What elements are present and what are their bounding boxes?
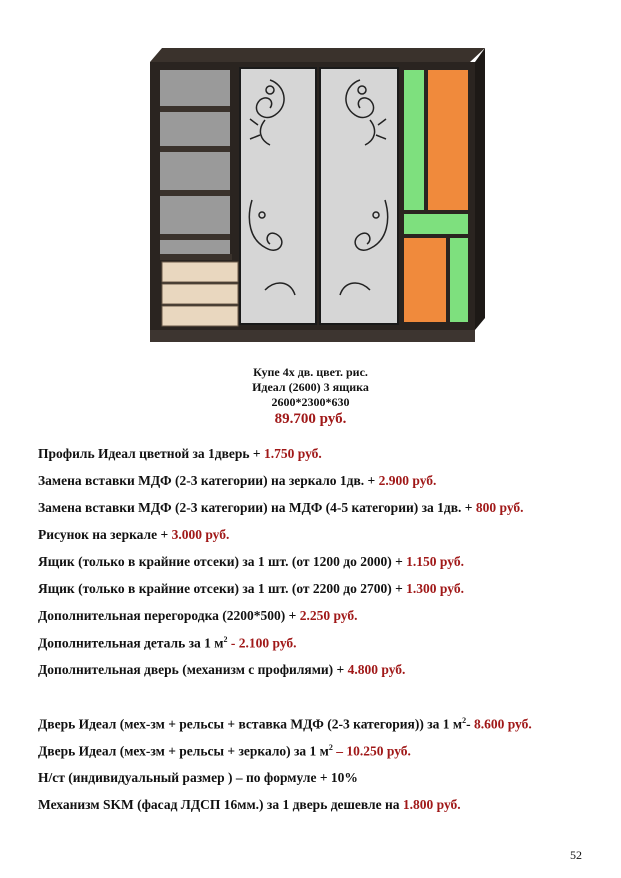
line-separator: - [227,635,239,651]
price-line [38,446,322,462]
line-price: 10.250 руб. [346,743,411,759]
price-line [38,635,297,652]
mirror-door-left [240,68,316,324]
line-superscript: 2 [223,635,228,644]
line-text: Дополнительная дверь (механизм с профилями) + [38,662,348,677]
drawer [162,284,238,304]
product-model: Идеал (2600) 3 ящика [252,380,369,394]
line-price: 800 руб. [475,500,524,515]
line-price: 2.250 руб. [299,608,358,623]
price-line [38,554,464,570]
line-separator: - [466,716,474,732]
line-price: 2.100 руб. [238,635,297,651]
line-separator: – [332,743,347,759]
left-section [160,70,230,255]
line-text: Рисунок на зеркале + [38,527,172,542]
price-line [38,473,436,489]
line-price: 1.150 руб. [406,554,464,569]
line-text: Дверь Идеал (мех-зм + рельсы + зеркало) за 1 м [38,743,329,759]
line-price: 2.900 руб. [378,473,437,488]
shelf [160,254,232,260]
product-name: Купе 4х дв. цвет. рис. [253,365,368,379]
shelf [160,190,230,196]
price-line [38,770,358,786]
line-text: Замена вставки МДФ (2-3 категории) на МДФ (4-5 категории) за 1дв. + [38,500,476,515]
product-price: 89.700 руб. [274,411,347,427]
wardrobe-top [150,48,485,62]
drawer [162,306,238,326]
line-text: Н/ст (индивидуальный размер ) – по формуле + 10% [38,770,358,785]
price-line [38,662,405,678]
line-superscript: 2 [462,716,467,725]
line-text: Дверь Идеал (мех-зм + рельсы + вставка МДФ (2-3 категория)) за 1 м [38,716,463,732]
line-text: Дополнительная перегородка (2200*500) + [38,608,300,623]
line-price: 4.800 руб. [347,662,406,677]
orange-panel [428,70,468,210]
price-line [38,797,461,813]
line-superscript: 2 [328,743,333,752]
page-number: 52 [570,848,582,862]
price-line [38,500,524,516]
shelf [160,146,230,152]
line-text: Ящик (только в крайние отсеки) за 1 шт. (от 2200 до 2700) + [38,581,407,596]
line-price: 1.750 руб. [263,446,322,461]
line-price: 8.600 руб. [473,716,532,732]
line-price: 3.000 руб. [171,527,230,542]
product-dimensions: 2600*2300*630 [271,395,350,409]
green-panel [450,238,468,322]
price-line [38,527,229,543]
drawer [162,262,238,282]
shelf [160,106,230,112]
line-text: Замена вставки МДФ (2-3 категории) на зеркало 1дв. + [38,473,379,488]
wardrobe-side [475,48,485,330]
green-panel [404,70,424,210]
line-text: Ящик (только в крайние отсеки) за 1 шт. (от 1200 до 2000) + [38,554,407,569]
shelf [160,234,230,240]
line-text: Профиль Идеал цветной за 1дверь + [38,446,264,461]
line-price: 1.300 руб. [406,581,464,596]
price-line [38,608,358,624]
price-line [38,581,464,597]
wardrobe-illustration [140,40,485,350]
line-price: 1.800 руб. [402,797,461,812]
price-line [38,716,532,733]
green-panel [404,214,468,234]
orange-panel [404,238,446,322]
line-text: Дополнительная деталь за 1 м [38,635,224,651]
line-text: Механизм SKM (фасад ЛДСП 16мм.) за 1 дверь дешевле на [38,797,403,812]
wardrobe-plinth [150,330,475,342]
price-line [38,743,411,760]
